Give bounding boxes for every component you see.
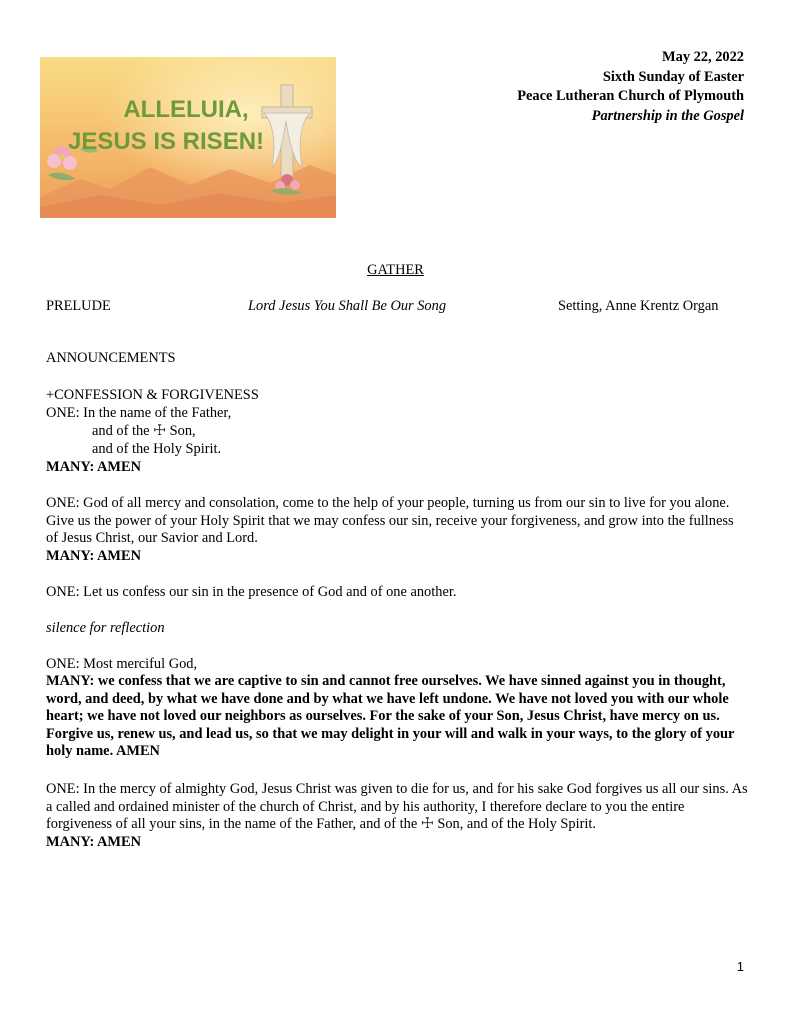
confession-invitation: ONE: Let us confess our sin in the presence of God and of one another. bbox=[46, 584, 457, 600]
most-merciful-line: ONE: Most merciful God, bbox=[46, 656, 198, 672]
rubric-silence: silence for reflection bbox=[46, 620, 165, 636]
invocation-line-2: and of the ☩ Son, bbox=[92, 423, 196, 439]
prelude-title: Lord Jesus You Shall Be Our Song bbox=[248, 298, 447, 314]
opening-prayer: ONE: God of all mercy and consolation, come to the help of your people, turning us from our sin to live for you alone. Give us the power of your Holy Spirit that we may confess our sin, receive your forgiveness, and grow into the fullness of Jesus Christ, our Savior and Lord. bbox=[46, 495, 734, 547]
banner-line1: ALLELUIA, bbox=[123, 96, 249, 123]
church-name: Peace Lutheran Church of Plymouth bbox=[517, 88, 744, 104]
page-number: 1 bbox=[736, 959, 744, 974]
confession-response: MANY: we confess that we are captive to sin and cannot free ourselves. We have sinned against you in thought, word, and deed, by what we have done and by what we have left undone. We have not loved you with our whole heart; we have not loved our neighbors as ourselves. For the sake of your Son, Jesus Christ, have mercy on us. Forgive us, renew us, and lead us, so that we may delight in your will and walk in your ways, to the glory of your holy name. AMEN bbox=[46, 673, 735, 760]
announcements-label: ANNOUNCEMENTS bbox=[46, 350, 176, 366]
many-amen-2: MANY: AMEN bbox=[46, 548, 141, 564]
section-title-gather: GATHER bbox=[367, 262, 424, 278]
easter-banner-image bbox=[40, 57, 336, 218]
many-amen-1: MANY: AMEN bbox=[46, 459, 141, 475]
invocation-line-1: ONE: In the name of the Father, bbox=[46, 405, 232, 421]
prelude-label: PRELUDE bbox=[46, 298, 111, 314]
prelude-setting: Setting, Anne Krentz Organ bbox=[558, 298, 719, 314]
church-motto: Partnership in the Gospel bbox=[591, 107, 744, 124]
banner-line2: JESUS IS RISEN! bbox=[67, 128, 265, 155]
many-amen-3: MANY: AMEN bbox=[46, 834, 141, 850]
bulletin-header bbox=[517, 48, 744, 126]
liturgical-day: Sixth Sunday of Easter bbox=[602, 68, 744, 85]
absolution: ONE: In the mercy of almighty God, Jesus Christ was given to die for us, and for his sake God forgives us all our sins. As a called and ordained minister of the church of Christ, and by his authority, I therefore declare to you the entire forgiveness of all your sins, in the name of the Father, and of the ☩ Son, and of the Holy Spirit. bbox=[46, 781, 748, 833]
confession-heading: +CONFESSION & FORGIVENESS bbox=[46, 387, 259, 403]
invocation-line-3: and of the Holy Spirit. bbox=[92, 441, 222, 457]
service-date: May 22, 2022 bbox=[662, 49, 744, 65]
